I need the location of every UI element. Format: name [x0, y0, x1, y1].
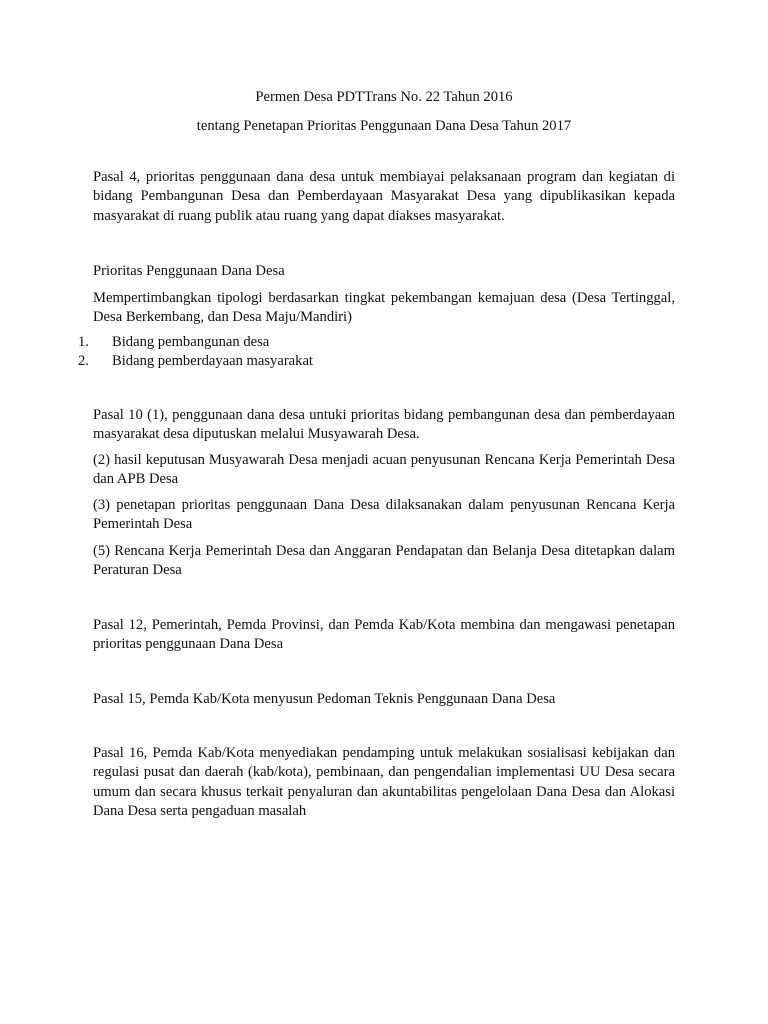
document-title: Permen Desa PDTTrans No. 22 Tahun 2016	[255, 89, 513, 105]
list-item-text: Bidang pembangunan desa	[112, 334, 270, 350]
pasal-10-ayat-5-paragraph: (5) Rencana Kerja Pemerintah Desa dan Anggaran Pendapatan dan Belanja Desa ditetapkan dalam Peraturan Desa	[93, 543, 675, 579]
pasal-12-paragraph: Pasal 12, Pemerintah, Pemda Provinsi, dan Pemda Kab/Kota membina dan mengawasi penetapan prioritas penggunaan Dana Desa	[93, 617, 675, 653]
list-item	[78, 352, 313, 371]
list-item	[78, 333, 313, 352]
pasal-10-ayat-3-paragraph: (3) penetapan prioritas penggunaan Dana Desa dilaksanakan dalam penyusunan Rencana Kerja Pemerintah Desa	[93, 497, 675, 533]
list-item-number: 1.	[78, 334, 89, 350]
prioritas-paragraph: Mempertimbangkan tipologi berdasarkan tingkat pekembangan kemajuan desa (Desa Tertinggal, Desa Berkembang, dan Desa Maju/Mandiri)	[93, 290, 675, 326]
pasal-16-paragraph: Pasal 16, Pemda Kab/Kota menyediakan pendamping untuk melakukan sosialisasi kebijakan dan regulasi pusat dan daerah (kab/kota), pembinaan, dan pengendalian implementasi UU Desa secara umum dan secara khusus terkait penyaluran dan akuntabilitas pengelolaan Dana Desa dan Alokasi Dana Desa serta pengaduan masalah	[93, 745, 675, 819]
pasal-10-ayat-1-paragraph: Pasal 10 (1), penggunaan dana desa untuki prioritas bidang pembangunan desa dan pemberdayaan masyarakat desa diputuskan melalui Musyawarah Desa.	[93, 407, 675, 443]
prioritas-heading: Prioritas Penggunaan Dana Desa	[93, 263, 285, 279]
pasal-15-paragraph: Pasal 15, Pemda Kab/Kota menyusun Pedoman Teknis Penggunaan Dana Desa	[93, 691, 556, 707]
pasal-10-ayat-2-paragraph: (2) hasil keputusan Musyawarah Desa menjadi acuan penyusunan Rencana Kerja Pemerintah Desa dan APB Desa	[93, 452, 675, 488]
list-item-text: Bidang pemberdayaan masyarakat	[112, 353, 313, 369]
document-subtitle: tentang Penetapan Prioritas Penggunaan Dana Desa Tahun 2017	[196, 118, 572, 134]
list-item-number: 2.	[78, 353, 89, 369]
prioritas-list	[78, 333, 313, 371]
pasal-4-paragraph: Pasal 4, prioritas penggunaan dana desa untuk membiayai pelaksanaan program dan kegiatan di bidang Pembangunan Desa dan Pemberdayaan Masyarakat Desa yang dipublikasikan kepada masyarakat di ruang publik atau ruang yang dapat diakses masyarakat.	[93, 169, 675, 224]
